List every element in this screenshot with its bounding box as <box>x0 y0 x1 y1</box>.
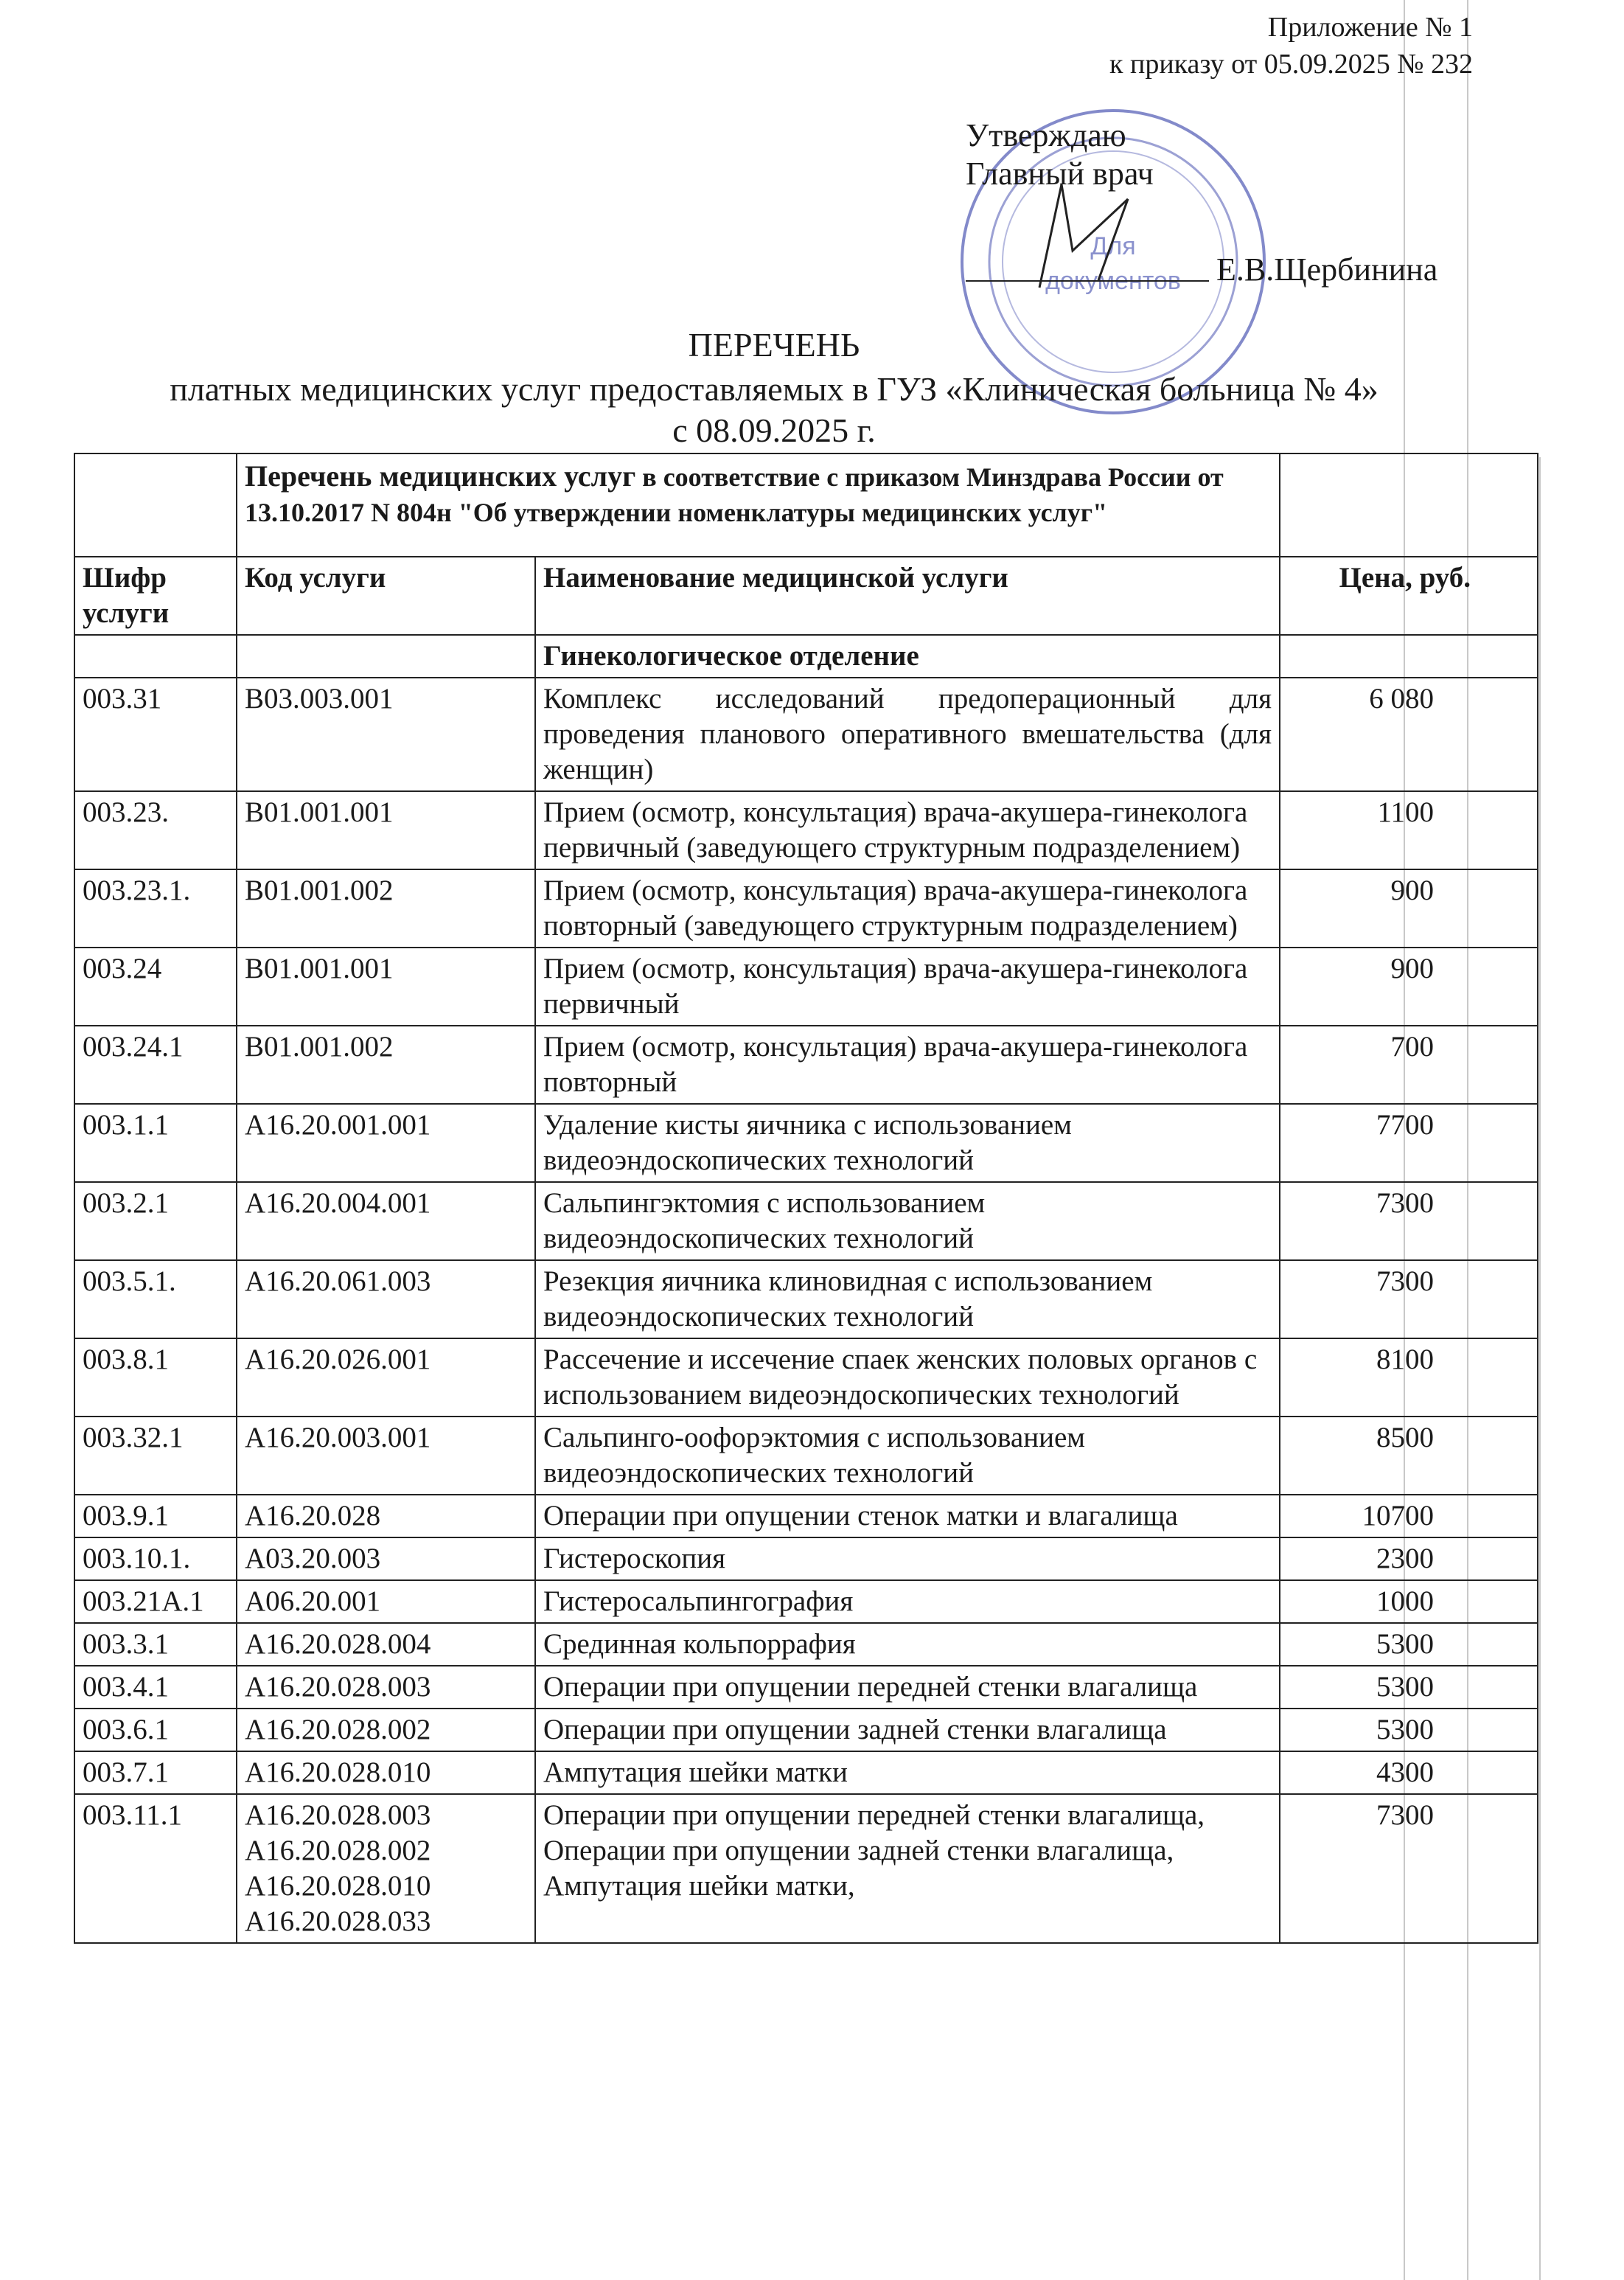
cell-code: B03.003.001 <box>237 678 535 791</box>
col-header-price: Цена, руб. <box>1280 557 1538 635</box>
cell-cipher: 003.10.1. <box>74 1537 237 1580</box>
preamble-cell <box>237 453 1280 557</box>
table-row <box>74 1182 1538 1260</box>
cell-code: A16.20.028 <box>237 1495 535 1537</box>
table-row <box>74 1794 1538 1943</box>
table-row <box>74 1580 1538 1623</box>
cell-code: A16.20.003.001 <box>237 1417 535 1495</box>
preamble-row <box>74 453 1538 557</box>
section-row <box>74 635 1538 678</box>
preamble-main: Перечень медицинских услуг <box>245 459 636 493</box>
cell-name: Операции при опущении передней стенки влагалища, Операции при опущении задней стенки влагалища, Ампутация шейки матки, <box>535 1794 1280 1943</box>
cell-cipher: 003.6.1 <box>74 1709 237 1751</box>
cell-name: Срединная кольпоррафия <box>535 1623 1280 1666</box>
cell-price: 7300 <box>1280 1260 1538 1338</box>
col-header-cipher: Шифр услуги <box>74 557 237 635</box>
cell-code: A16.20.004.001 <box>237 1182 535 1260</box>
cell-name: Операции при опущении задней стенки влагалища <box>535 1709 1280 1751</box>
table-row <box>74 1709 1538 1751</box>
cell-code: A16.20.001.001 <box>237 1104 535 1182</box>
signer-name: Е.В.Щербинина <box>1216 251 1438 288</box>
cell-code: A16.20.028.002 <box>237 1709 535 1751</box>
cell-name: Ампутация шейки матки <box>535 1751 1280 1794</box>
table-row <box>74 1260 1538 1338</box>
cell-code: B01.001.002 <box>237 1026 535 1104</box>
cell-cipher: 003.7.1 <box>74 1751 237 1794</box>
cell-price: 5300 <box>1280 1623 1538 1666</box>
stamp-text: документов <box>1045 267 1181 295</box>
table-row <box>74 1338 1538 1417</box>
cell-name: Сальпинго-оофорэктомия с использованием видеоэндоскопических технологий <box>535 1417 1280 1495</box>
cell-name: Гистеросальпингография <box>535 1580 1280 1623</box>
cell-code: A06.20.001 <box>237 1580 535 1623</box>
cell-cipher: 003.31 <box>74 678 237 791</box>
cell-price: 900 <box>1280 869 1538 948</box>
scan-line-3 <box>1539 457 1541 2280</box>
cell-name: Рассечение и иссечение спаек женских половых органов с использованием видеоэндоскопических технологий <box>535 1338 1280 1417</box>
doc-subtitle: платных медицинских услуг предоставляемых в ГУЗ «Клиническая больница № 4» <box>170 370 1379 408</box>
cell-cipher: 003.24 <box>74 948 237 1026</box>
cell-name: Комплекс исследований предоперационный для проведения планового оперативного вмешательства (для женщин) <box>535 678 1280 791</box>
cell-price: 6 080 <box>1280 678 1538 791</box>
cell-code: A16.20.028.003 A16.20.028.002 A16.20.028.010 A16.20.028.033 <box>237 1794 535 1943</box>
cell-cipher: 003.3.1 <box>74 1623 237 1666</box>
table-row <box>74 1495 1538 1537</box>
doc-date: с 08.09.2025 г. <box>672 411 876 449</box>
cell-cipher: 003.23. <box>74 791 237 869</box>
table-row <box>74 1537 1538 1580</box>
col-header-code: Код услуги <box>237 557 535 635</box>
table-row <box>74 678 1538 791</box>
cell-name: Резекция яичника клиновидная с использованием видеоэндоскопических технологий <box>535 1260 1280 1338</box>
cell-cipher: 003.2.1 <box>74 1182 237 1260</box>
table-row <box>74 1417 1538 1495</box>
cell-price: 7700 <box>1280 1104 1538 1182</box>
cell-price: 7300 <box>1280 1182 1538 1260</box>
doc-title: ПЕРЕЧЕНЬ <box>688 326 860 364</box>
cell-price: 7300 <box>1280 1794 1538 1943</box>
cell-code: A16.20.028.004 <box>237 1623 535 1666</box>
cell-code: A16.20.026.001 <box>237 1338 535 1417</box>
cell-name: Операции при опущении стенок матки и влагалища <box>535 1495 1280 1537</box>
approve-label: Утверждаю <box>966 117 1126 153</box>
table-row <box>74 1104 1538 1182</box>
cell-price: 10700 <box>1280 1495 1538 1537</box>
table-row <box>74 869 1538 948</box>
cell-cipher: 003.9.1 <box>74 1495 237 1537</box>
cell-cipher: 003.24.1 <box>74 1026 237 1104</box>
header-row <box>74 557 1538 635</box>
cell-name: Прием (осмотр, консультация) врача-акушера-гинеколога первичный (заведующего структурным подразделением) <box>535 791 1280 869</box>
cell-name: Прием (осмотр, консультация) врача-акушера-гинеколога первичный <box>535 948 1280 1026</box>
cell-cipher: 003.4.1 <box>74 1666 237 1709</box>
cell-price: 8500 <box>1280 1417 1538 1495</box>
cell-cipher: 003.21A.1 <box>74 1580 237 1623</box>
svg-text:Для: Для <box>1090 232 1136 260</box>
position-label: Главный врач <box>966 156 1154 192</box>
cell-price: 8100 <box>1280 1338 1538 1417</box>
table-row <box>74 1026 1538 1104</box>
order-reference: к приказу от 05.09.2025 № 232 <box>1109 49 1473 80</box>
table-row <box>74 1751 1538 1794</box>
cell-price: 5300 <box>1280 1709 1538 1751</box>
cell-price: 5300 <box>1280 1666 1538 1709</box>
col-header-name: Наименование медицинской услуги <box>535 557 1280 635</box>
table-row <box>74 948 1538 1026</box>
cell-name: Сальпингэктомия с использованием видеоэндоскопических технологий <box>535 1182 1280 1260</box>
cell-price: 4300 <box>1280 1751 1538 1794</box>
cell-cipher: 003.1.1 <box>74 1104 237 1182</box>
cell-name: Удаление кисты яичника с использованием видеоэндоскопических технологий <box>535 1104 1280 1182</box>
section-title: Гинекологическое отделение <box>535 635 1280 678</box>
cell-price: 1000 <box>1280 1580 1538 1623</box>
attachment-label: Приложение № 1 <box>1267 12 1473 43</box>
cell-price: 1100 <box>1280 791 1538 869</box>
handwritten-signature <box>1017 170 1179 295</box>
preamble-rest: в соответствие с приказом Минздрава России от 13.10.2017 N 804н "Об утверждении номенклатуры медицинских услуг" <box>245 462 1224 527</box>
cell-code: A16.20.028.010 <box>237 1751 535 1794</box>
cell-price: 700 <box>1280 1026 1538 1104</box>
services-table <box>74 453 1538 1944</box>
header-attachment <box>1109 9 1473 83</box>
cell-cipher: 003.8.1 <box>74 1338 237 1417</box>
cell-name: Операции при опущении передней стенки влагалища <box>535 1666 1280 1709</box>
cell-cipher: 003.32.1 <box>74 1417 237 1495</box>
table-row <box>74 791 1538 869</box>
cell-code: B01.001.002 <box>237 869 535 948</box>
cell-code: A16.20.028.003 <box>237 1666 535 1709</box>
table-row <box>74 1666 1538 1709</box>
cell-price: 900 <box>1280 948 1538 1026</box>
cell-price: 2300 <box>1280 1537 1538 1580</box>
cell-name: Прием (осмотр, консультация) врача-акушера-гинеколога повторный <box>535 1026 1280 1104</box>
cell-name: Гистероскопия <box>535 1537 1280 1580</box>
cell-cipher: 003.5.1. <box>74 1260 237 1338</box>
table-row <box>74 1623 1538 1666</box>
cell-cipher: 003.23.1. <box>74 869 237 948</box>
cell-code: A03.20.003 <box>237 1537 535 1580</box>
signature-line <box>966 280 1209 282</box>
cell-code: B01.001.001 <box>237 791 535 869</box>
cell-code: B01.001.001 <box>237 948 535 1026</box>
cell-code: A16.20.061.003 <box>237 1260 535 1338</box>
cell-cipher: 003.11.1 <box>74 1794 237 1943</box>
cell-name: Прием (осмотр, консультация) врача-акушера-гинеколога повторный (заведующего структурным подразделением) <box>535 869 1280 948</box>
